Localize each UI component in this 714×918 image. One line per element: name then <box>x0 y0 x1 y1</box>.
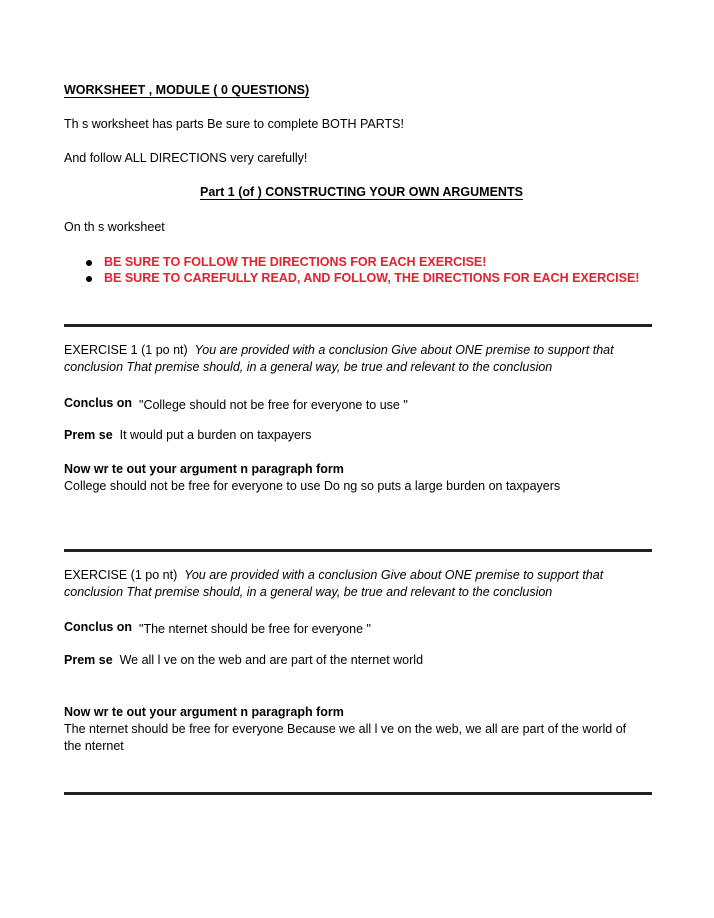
part1-heading: Part 1 (of ) CONSTRUCTING YOUR OWN ARGUMENTS <box>200 185 523 199</box>
exercise2-instructions-b: conclusion That premise should, in a general way, be true and relevant to the conclusion <box>64 584 553 599</box>
bullet-icon <box>86 276 92 282</box>
section-divider <box>64 324 652 327</box>
conclusion-text: "The nternet should be free for everyone " <box>139 622 371 636</box>
exercise2-label: EXERCISE (1 po nt) <box>64 568 178 582</box>
bullet-text: BE SURE TO FOLLOW THE DIRECTIONS FOR EACH EXERCISE! <box>104 255 487 269</box>
bullet-text: BE SURE TO CAREFULLY READ, AND FOLLOW, THE DIRECTIONS FOR EACH EXERCISE! <box>104 271 640 285</box>
exercise1-instructions-a: You are provided with a conclusion Give about ONE premise to support that <box>194 343 614 357</box>
bullet-item <box>86 271 639 285</box>
exercise1-instructions <box>64 342 652 375</box>
section-divider <box>64 549 652 552</box>
exercise2-argument-label: Now wr te out your argument n paragraph form <box>64 705 344 719</box>
intro-line-1: Th s worksheet has parts Be sure to complete BOTH PARTS! <box>64 117 404 131</box>
conclusion-label: Conclus on <box>64 620 133 634</box>
exercise2-argument-text-line-1: The nternet should be free for everyone Because we all l ve on the web, we all are part of the world of <box>64 722 627 736</box>
exercise1-label: EXERCISE 1 (1 po nt) <box>64 343 188 357</box>
exercise2-argument-text-line-2: the nternet <box>64 739 124 753</box>
bullet-icon <box>86 260 92 266</box>
exercise2-instructions-a: You are provided with a conclusion Give about ONE premise to support that <box>184 568 604 582</box>
exercise1-instructions-b: conclusion That premise should, in a general way, be true and relevant to the conclusion <box>64 359 553 374</box>
exercise1-argument-label: Now wr te out your argument n paragraph form <box>64 462 344 476</box>
exercise2-instructions <box>64 567 652 600</box>
exercise2-conclusion <box>64 620 371 634</box>
exercise1-premise <box>64 428 311 442</box>
premise-text: We all l ve on the web and are part of the nternet world <box>119 653 424 667</box>
premise-label: Prem se <box>64 653 113 667</box>
premise-label: Prem se <box>64 428 113 442</box>
exercise1-argument-text: College should not be free for everyone to use Do ng so puts a large burden on taxpayers <box>64 479 561 493</box>
exercise1-conclusion <box>64 396 408 410</box>
bullet-item <box>86 255 486 269</box>
exercise2-premise <box>64 653 423 667</box>
conclusion-label: Conclus on <box>64 396 133 410</box>
section-divider <box>64 792 652 795</box>
intro-line-2: And follow ALL DIRECTIONS very carefully! <box>64 151 308 165</box>
conclusion-text: "College should not be free for everyone to use " <box>139 398 408 412</box>
worksheet-title: WORKSHEET , MODULE ( 0 QUESTIONS) <box>64 83 310 97</box>
premise-text: It would put a burden on taxpayers <box>119 428 312 442</box>
part1-intro: On th s worksheet <box>64 220 165 234</box>
